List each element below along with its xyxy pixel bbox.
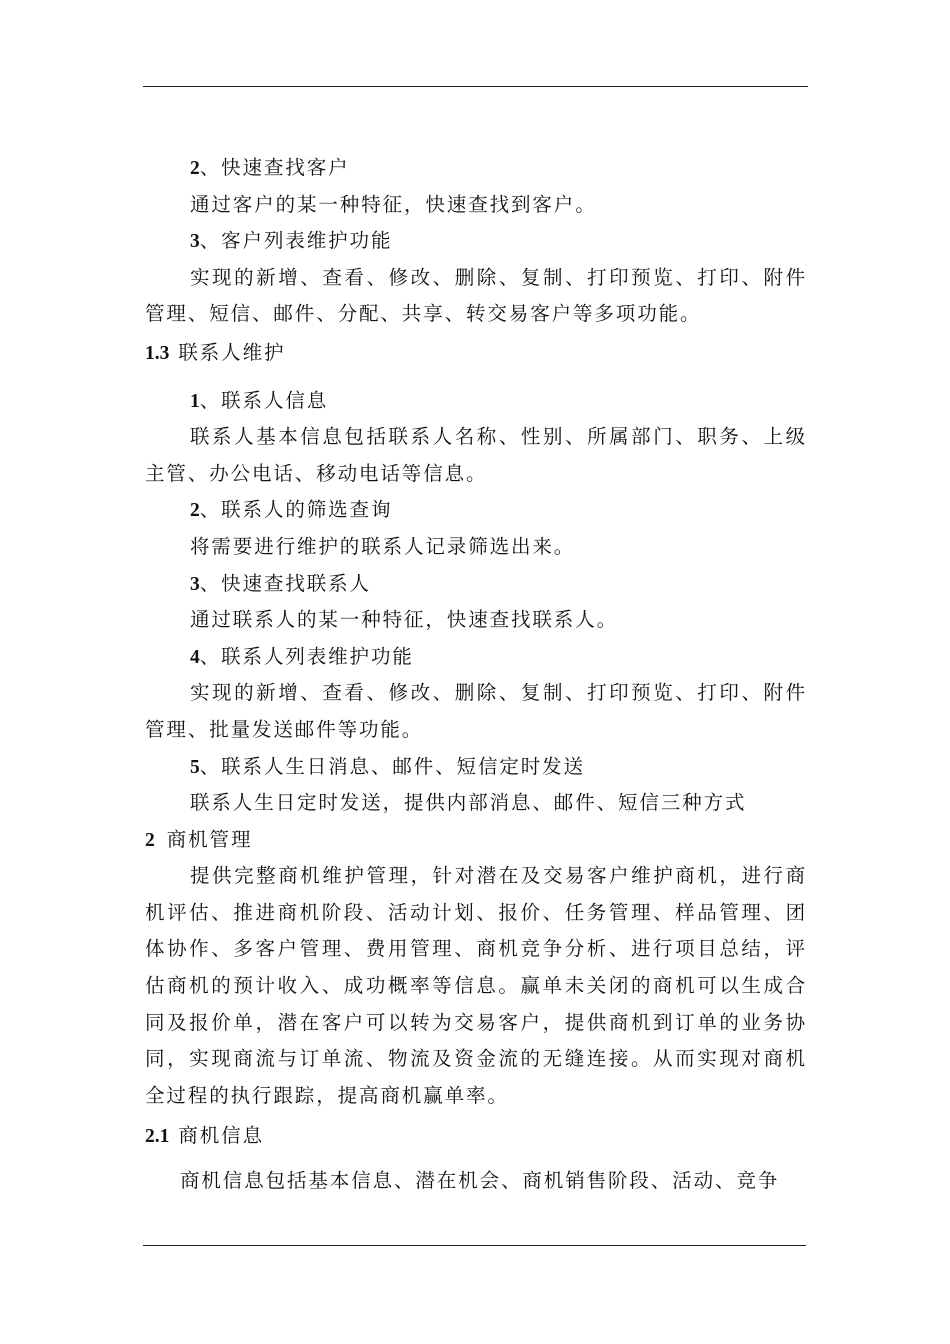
footer-rule — [143, 1245, 806, 1246]
heading-contact-filter: 2、联系人的筛选查询 — [190, 498, 393, 522]
paragraph-contact-list: 实现的新增、查看、修改、删除、复制、打印预览、打印、附件管理、批量发送邮件等功能。 — [145, 681, 807, 741]
section-heading-opportunity-management: 2 商机管理 — [145, 827, 253, 851]
heading-contact-info: 1、联系人信息 — [190, 388, 329, 412]
heading-customer-list: 3、客户列表维护功能 — [190, 229, 393, 253]
heading-fast-find-customer: 2、快速查找客户 — [190, 156, 350, 179]
header-rule — [143, 86, 808, 87]
paragraph-customer-list: 实现的新增、查看、修改、删除、复制、打印预览、打印、附件管理、短信、邮件、分配、共享、转交易客户等多项功能。 — [145, 265, 807, 326]
paragraph-birthday-notice: 联系人生日定时发送，提供内部消息、邮件、短信三种方式 — [190, 791, 747, 815]
paragraph-contact-filter: 将需要进行维护的联系人记录筛选出来。 — [190, 534, 576, 558]
heading-contact-list: 4、联系人列表维护功能 — [190, 644, 414, 668]
paragraph-opportunity-info: 商机信息包括基本信息、潜在机会、商机销售阶段、活动、竞争 — [180, 1169, 780, 1193]
section-heading-opportunity-info: 2.1 商机信息 — [145, 1124, 264, 1148]
heading-birthday-notice: 5、联系人生日消息、邮件、短信定时发送 — [190, 754, 585, 778]
paragraph-opportunity-management: 提供完整商机维护管理，针对潜在及交易客户维护商机，进行商机评估、推进商机阶段、活动计划、报价、任务管理、样品管理、团体协作、多客户管理、费用管理、商机竞争分析、进行项目总结，评估商机的预计收入、成功概率等信息。赢单未关闭的商机可以生成合同及报价单，潜在客户可以转为交易客户，提供商机到订单的业务协同，实现商流与订单流、物流及资金流的无缝连接。从而实现对商机全过程的执行跟踪，提高商机赢单率。 — [145, 864, 807, 1107]
section-heading-contact-maintenance: 1.3 联系人维护 — [145, 340, 286, 364]
document-body — [145, 150, 807, 1200]
paragraph-fast-find-customer: 通过客户的某一种特征，快速查找到客户。 — [190, 192, 597, 216]
paragraph-contact-info: 联系人基本信息包括联系人名称、性别、所属部门、职务、上级主管、办公电话、移动电话等信息。 — [145, 425, 807, 485]
paragraph-fast-find-contact: 通过联系人的某一种特征，快速查找联系人。 — [190, 608, 619, 632]
heading-fast-find-contact: 3、快速查找联系人 — [190, 571, 371, 595]
